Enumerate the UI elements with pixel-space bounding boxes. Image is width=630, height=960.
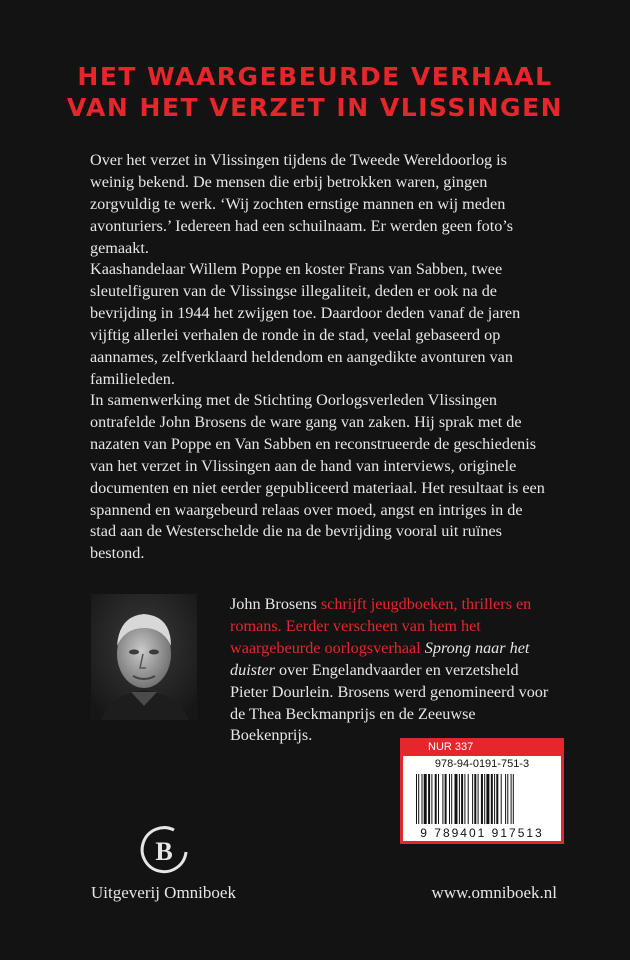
barcode-bar [494, 774, 495, 824]
barcode-bar [418, 774, 419, 824]
author-book-title: Sprong naar het duister [230, 638, 530, 679]
barcode-bar [464, 774, 465, 824]
barcode-bar [424, 774, 427, 824]
barcode-bars [416, 774, 548, 824]
barcode-bar [507, 774, 508, 824]
nur-code: NUR 337 [428, 741, 474, 753]
blurb-paragraph-3 [90, 390, 550, 565]
headline-line-2: VAN HET VERZET IN VLISSINGEN [66, 93, 564, 122]
barcode-bar [484, 774, 485, 824]
author-bio [230, 594, 560, 747]
author-photo [91, 594, 197, 720]
publisher-logo-letter: B [155, 837, 173, 866]
barcode-bar [496, 774, 498, 824]
barcode-bar [468, 774, 469, 824]
barcode-bar [478, 774, 479, 824]
ean-digits: 9 789401 917513 [420, 826, 544, 840]
barcode-bar [449, 774, 450, 824]
author-name: John Brosens [230, 595, 317, 613]
barcode-bar [505, 774, 506, 824]
barcode-bar [431, 774, 432, 824]
barcode-bar [491, 774, 493, 824]
barcode-bar [486, 774, 489, 824]
barcode-bar [416, 774, 417, 824]
publisher-logo-icon [136, 822, 192, 878]
author-bio-text: schrijft jeugdboeken, thrillers en romans. Eerder verscheen van hem het waargebeurde oorlogsverhaal [230, 595, 532, 657]
barcode-bar [438, 774, 439, 824]
barcode-bar [428, 774, 430, 824]
blurb-text-2: Kaashandelaar Willem Poppe en koster Frans van Sabben, twee sleutelfiguren van de Vlissingse illegaliteit, deden er ook na de bevrijding in 1944 het zwijgen toe. Daardoor deden vanaf de jaren vijftig allerlei verhalen de ronde in de stad, veelal gebaseerd op aannames, zelfverklaard heldendom en aangedikte avonturen van familieleden. [90, 260, 521, 388]
blurb-text-3: In samenwerking met de Stichting Oorlogsverleden Vlissingen ontrafelde John Brosens de ware gang van zaken. Hij sprak met de nazaten van Poppe en Van Sabben en reconstrueerde de geschiedenis van het verzet in Vlissingen aan de hand van interviews, originele documenten en niet eerder gepubliceerd materiaal. Het resultaat is een spannend en waargebeurd relaas over moed, angst en intriges in de stad aan de Westerschelde die na de bevrijding vooral uit ruïnes bestond. [90, 391, 545, 563]
barcode-bar [513, 774, 514, 824]
nur-bar [400, 738, 564, 756]
author-photo-image [91, 594, 197, 720]
barcode-bar [445, 774, 447, 824]
blurb-text-1: Over het verzet in Vlissingen tijdens de Tweede Wereldoorlog is weinig bekend. De mensen die erbij betrokken waren, gingen zorgvuldig te werk. ‘Wij zochten ernstige mannen en wij meden avonturiers.’ Iedereen had een schuilnaam. Er werden geen foto’s gemaakt. [90, 151, 514, 257]
barcode-bar [474, 774, 476, 824]
barcode-bar [461, 774, 463, 824]
barcode-bar [511, 774, 512, 824]
isbn-number: 978-94-0191-751-3 [434, 758, 530, 770]
blurb-paragraph-2 [90, 259, 550, 390]
blurb-paragraph-1 [90, 150, 550, 260]
author-bio-text-rest: over Engelandvaarder en verzetsheld Pieter Dourlein. Brosens werd genomineerd voor de Thea Beckmanprijs en de Zeeuwse Boekenprijs. [230, 660, 549, 745]
barcode-bar [435, 774, 437, 824]
barcode-bar [442, 774, 443, 824]
publisher-website: www.omniboek.nl [431, 883, 557, 902]
barcode-bar [481, 774, 483, 824]
barcode-bar [451, 774, 452, 824]
publisher-name: Uitgeverij Omniboek [91, 883, 236, 902]
barcode-bar [472, 774, 473, 824]
barcode-bar [455, 774, 458, 824]
barcode-bar [422, 774, 423, 824]
headline-line-1: HET WAARGEBEURDE VERHAAL [77, 62, 553, 91]
barcode-bar [501, 774, 502, 824]
barcode-bar [459, 774, 460, 824]
